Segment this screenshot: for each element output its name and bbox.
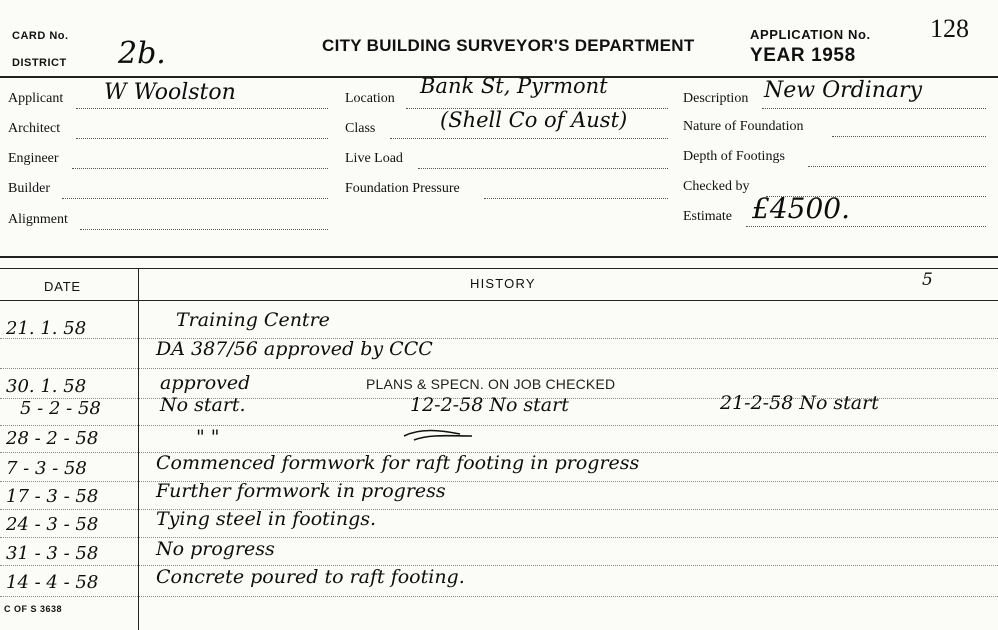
- history-date: 28 - 2 - 58: [6, 428, 99, 449]
- history-date: 17 - 3 - 58: [6, 486, 99, 507]
- description-dotted-line: [762, 108, 986, 109]
- live-load-label: Live Load: [345, 151, 403, 166]
- history-date: 5 - 2 - 58: [20, 398, 101, 419]
- location-label: Location: [345, 91, 395, 106]
- history-date: 21. 1. 58: [6, 318, 87, 339]
- depth-of-footings-label: Depth of Footings: [683, 149, 785, 164]
- history-divider-top: [0, 256, 998, 258]
- ruled-line: [0, 596, 998, 597]
- checked-by-label: Checked by: [683, 179, 750, 194]
- history-column-header: HISTORY: [470, 276, 536, 291]
- ruled-line: [0, 509, 998, 510]
- location-value: Bank St, Pyrmont: [420, 74, 608, 98]
- ruled-line: [0, 481, 998, 482]
- department-title: CITY BUILDING SURVEYOR'S DEPARTMENT: [322, 36, 695, 55]
- ruled-line: [0, 565, 998, 566]
- plans-checked-stamp: PLANS & SPECN. ON JOB CHECKED: [366, 376, 616, 392]
- description-label: Description: [683, 91, 749, 106]
- history-date: 14 - 4 - 58: [6, 572, 99, 593]
- history-entry: No progress: [156, 538, 275, 560]
- history-entry: Commenced formwork for raft footing in progress: [156, 452, 640, 474]
- description-value: New Ordinary: [764, 78, 922, 103]
- estimate-dotted-line: [746, 226, 986, 227]
- class-dotted-line: [390, 138, 668, 139]
- engineer-label: Engineer: [8, 151, 59, 166]
- form-code: C OF S 3638: [4, 604, 63, 614]
- applicant-value: W Woolston: [104, 80, 236, 105]
- ruled-line: [0, 537, 998, 538]
- class-label: Class: [345, 121, 376, 136]
- district-value: 2b.: [118, 36, 166, 71]
- history-entry: No start.: [160, 394, 246, 416]
- foundation-pressure-dotted-line: [484, 198, 668, 199]
- foundation-pressure-label: Foundation Pressure: [345, 181, 460, 196]
- architect-label: Architect: [8, 121, 61, 136]
- ruled-line: [0, 368, 998, 369]
- alignment-dotted-line: [80, 229, 328, 230]
- history-entry: " ": [196, 426, 220, 448]
- history-entry: approved: [160, 372, 251, 394]
- history-date: 31 - 3 - 58: [6, 543, 99, 564]
- class-value: (Shell Co of Aust): [440, 108, 628, 132]
- nature-of-foundation-dotted-line: [832, 136, 986, 137]
- ruled-line: [0, 338, 998, 339]
- history-entry: Concrete poured to raft footing.: [156, 566, 465, 588]
- application-label: APPLICATION No.: [750, 27, 871, 42]
- scribble-mark: [400, 424, 480, 442]
- nature-of-foundation-label: Nature of Foundation: [683, 119, 804, 134]
- architect-dotted-line: [76, 138, 328, 139]
- alignment-label: Alignment: [8, 212, 68, 227]
- builder-label: Builder: [8, 181, 50, 196]
- history-extra-note: 12-2-58 No start: [410, 394, 569, 416]
- history-corner-mark: 5: [922, 270, 933, 290]
- estimate-value: £4500.: [752, 192, 850, 225]
- date-column-divider: [138, 268, 139, 630]
- district-label: DISTRICT: [12, 57, 67, 69]
- history-header-underline: [0, 300, 998, 301]
- history-date: 24 - 3 - 58: [6, 514, 99, 535]
- year-label: YEAR 1958: [750, 45, 856, 66]
- history-entry: Further formwork in progress: [156, 480, 446, 502]
- builder-dotted-line: [62, 198, 328, 199]
- application-number: 128: [930, 14, 969, 43]
- date-column-header: DATE: [44, 279, 81, 294]
- live-load-dotted-line: [418, 168, 668, 169]
- history-divider-second: [0, 268, 998, 269]
- history-date: 30. 1. 58: [6, 376, 87, 397]
- applicant-label: Applicant: [8, 91, 64, 106]
- estimate-label: Estimate: [683, 209, 732, 224]
- history-entry: DA 387/56 approved by CCC: [156, 338, 433, 360]
- engineer-dotted-line: [72, 168, 328, 169]
- history-date: 7 - 3 - 58: [6, 458, 87, 479]
- history-entry: Training Centre: [176, 309, 330, 331]
- history-extra-note: 21-2-58 No start: [720, 392, 879, 414]
- ruled-line: [0, 425, 998, 426]
- applicant-dotted-line: [76, 108, 328, 109]
- history-entry: Tying steel in footings.: [156, 508, 377, 530]
- depth-of-footings-dotted-line: [808, 166, 986, 167]
- card-no-label: CARD No.: [12, 30, 69, 42]
